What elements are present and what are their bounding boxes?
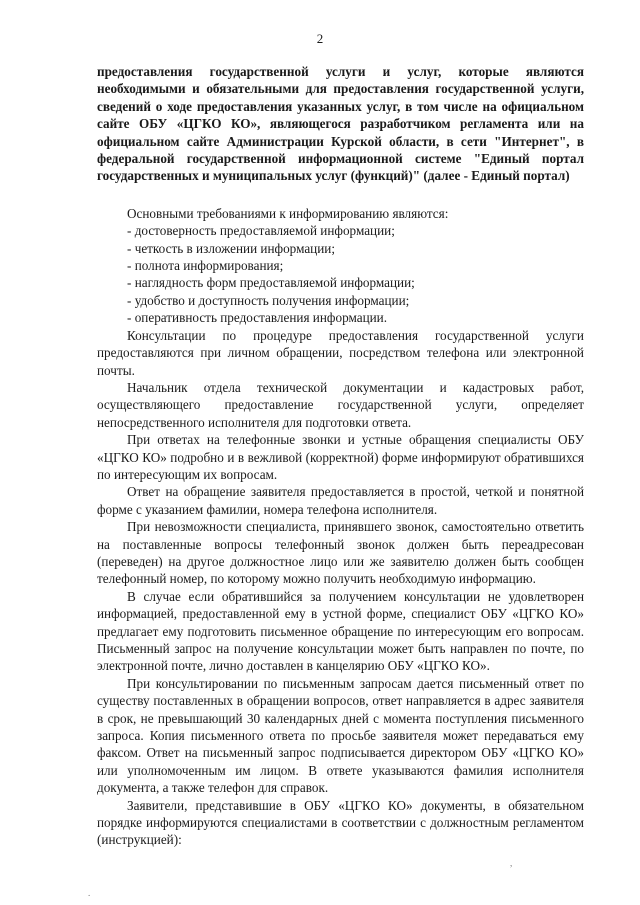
body-paragraph: При невозможности специалиста, принявшего звонок, самостоятельно ответить на поставленные вопросы телефонный звонок должен быть переадресован (переведен) на другое должностное лицо или же заявителю должен быть сообщен телефонный номер, по которому можно получить необходимую информацию. xyxy=(97,519,584,587)
requirement-item: - удобство и доступность получения информации; xyxy=(127,292,410,308)
scan-speck: , xyxy=(510,858,513,868)
requirement-item: - оперативность предоставления информации. xyxy=(127,310,388,326)
body-paragraph: Консультации по процедуре предоставления государственной услуги предоставляются при личном обращении, посредством телефона или электронной почты. xyxy=(97,327,584,378)
requirement-item: - полнота информирования; xyxy=(127,258,284,274)
body-paragraph: Ответ на обращение заявителя предоставляется в простой, четкой и понятной форме с указанием фамилии, номера телефона исполнителя. xyxy=(97,484,584,517)
body-paragraph: В случае если обратившийся за получением консультации не удовлетворен информацией, предоставленной ему в устной форме, специалист ОБУ «ЦГКО КО» предлагает ему подготовить письменное обращение по интересующим его вопросам. Письменный запрос на получение консультации может быть направлен по почте, по электронной почте, лично доставлен в канцелярию ОБУ «ЦГКО КО». xyxy=(97,588,584,674)
body-paragraph: При консультировании по письменным запросам дается письменный ответ по существу поставленных в обращении вопросов, ответ направляется в адрес заявителя в срок, не превышающий 30 календарных дней с момента поступления письменного запроса. Копия письменного ответа по просьбе заявителя может передаваться ему факсом. Ответ на письменный запрос подписывается директором ОБУ «ЦГКО КО» или уполномоченным им лицом. В ответе указываются фамилия исполнителя документа, а также телефон для справок. xyxy=(97,675,584,796)
requirements-heading: Основными требованиями к информированию являются: xyxy=(127,205,449,221)
intro-paragraph: предоставления государственной услуги и услуг, которые являются необходимыми и обязательными для предоставления государственной услуги, сведений о ходе предоставления указанных услуг, в том числе на официальном сайте ОБУ «ЦГКО КО», являющегося разработчиком регламента или на официальном сайте Администрации Курской области, в сети "Интернет", в федеральной государственной информационной системе "Единый портал государственных и муниципальных услуг (функций)" (далее - Единый портал) xyxy=(97,64,584,184)
body-paragraph: При ответах на телефонные звонки и устные обращения специалисты ОБУ «ЦГКО КО» подробно и в вежливой (корректной) форме информируют обратившихся по интересующим их вопросам. xyxy=(97,432,584,482)
page-number: 2 xyxy=(316,31,324,46)
requirements-list xyxy=(97,205,584,327)
requirement-item: - четкость в изложении информации; xyxy=(127,240,336,256)
body-paragraph: Начальник отдела технической документации и кадастровых работ, осуществляющего предоставление государственной услуги, определяет непосредственного исполнителя для подготовки ответа. xyxy=(97,379,584,430)
body-paragraph: Заявители, представившие в ОБУ «ЦГКО КО» документы, в обязательном порядке информируются специалистами в соответствии с должностным регламентом (инструкцией): xyxy=(97,797,584,848)
requirement-item: - наглядность форм предоставляемой информации; xyxy=(127,275,415,291)
requirement-item: - достоверность предоставляемой информации; xyxy=(127,223,395,239)
scan-speck: . xyxy=(88,888,91,898)
document-body xyxy=(97,63,584,849)
